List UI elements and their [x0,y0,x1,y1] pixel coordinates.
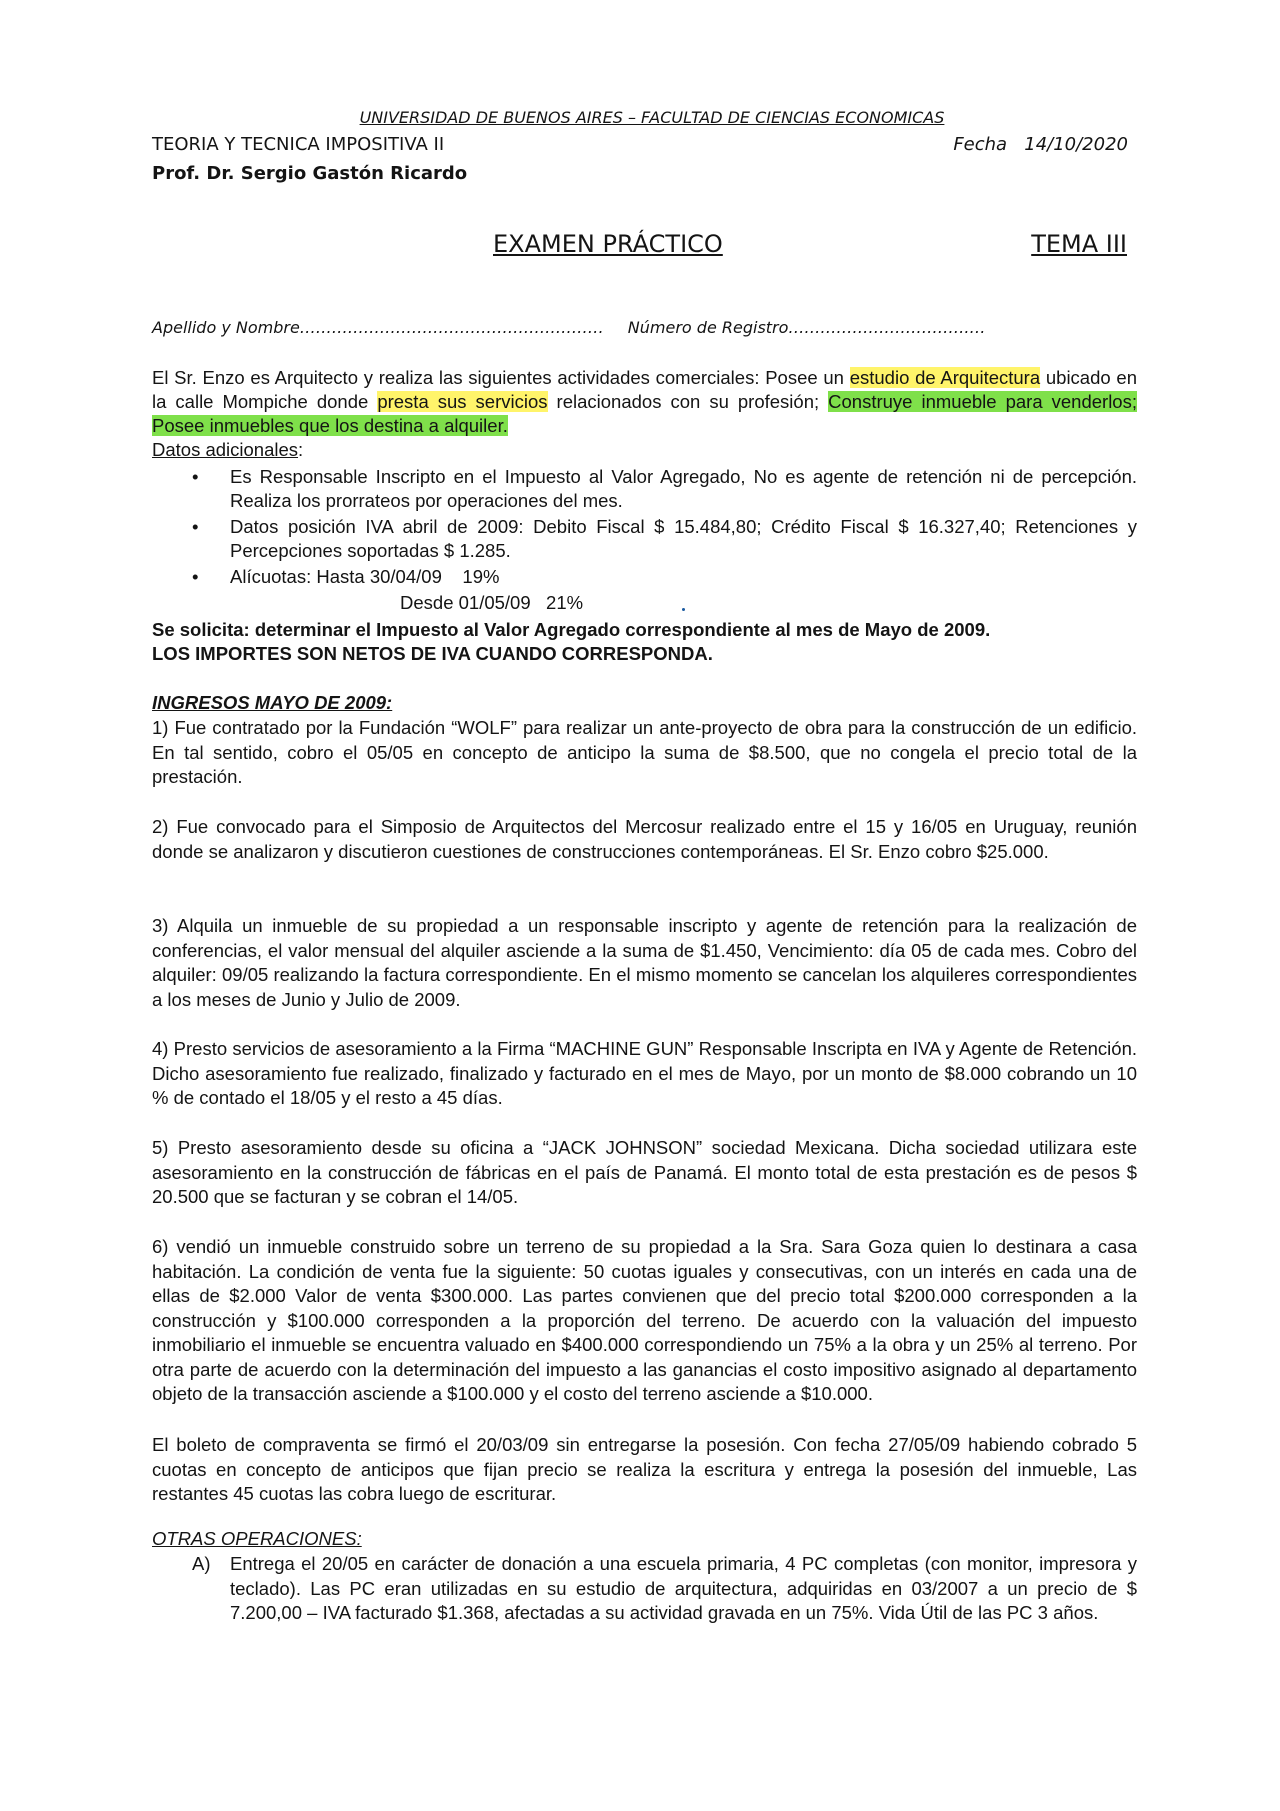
highlight-construye: Construye inmueble para venderlos; Posee inmuebles que los destina a alquiler. [152,391,1137,436]
ingreso-paragraph-1: 1) Fue contratado por la Fundación “WOLF” para realizar un ante-proyecto de obra para la construcción de un edificio. En tal sentido, cobro el 05/05 en concepto de anticipo la suma de $8.500, que no congela el precio total de la prestación. [152,717,1137,787]
intro-text-2: ubicado en la calle Mompiche donde [152,367,1137,412]
datos-colon: : [298,439,304,460]
university-header: UNIVERSIDAD DE BUENOS AIRES – FACULTAD DE CIENCIAS ECONOMICAS [359,108,945,127]
tema-label: TEMA III [1031,230,1127,258]
ingreso-paragraph-4: 4) Presto servicios de asesoramiento a la Firma “MACHINE GUN” Responsable Inscripta en IVA y Agente de Retención. Dicho asesoramiento fue realizado, finalizado y facturado en el mes de Mayo, por un monto de $8.000 cobrando un 10 % de contado el 18/05 y el resto a 45 días. [152,1038,1137,1108]
bullet-list [152,465,1137,615]
bullet-dot-icon: • [192,516,199,537]
intro-text-1: El Sr. Enzo es Arquitecto y realiza las siguientes actividades comerciales: Posee un [152,367,850,388]
ingresos-heading: INGRESOS MAYO DE 2009: [152,692,393,713]
otras-item-a [152,1552,1137,1626]
highlight-estudio: estudio de Arquitectura [849,367,1041,388]
bullet-item [152,515,1137,563]
bullet-dot-icon: • [192,466,199,487]
intro-paragraph [152,366,1137,462]
solicita-block [152,618,1142,666]
highlight-servicios: presta sus servicios [377,391,548,412]
otras-heading: OTRAS OPERACIONES: [152,1528,362,1549]
alicuota-line-2: Desde 01/05/09 21% [400,592,584,613]
ingreso-paragraph-3: 3) Alquila un inmueble de su propiedad a un responsable inscripto y agente de retención para la realización de conferencias, el valor mensual del alquiler asciende a la suma de $1.450, Vencimiento: día 05 de cada mes. Cobro del alquiler: 09/05 realizando la factura correspondiente. En el mismo momento se cancelan los alquileres correspondientes a los meses de Junio y Julio de 2009. [152,915,1137,1010]
bullet-text: Alícuotas: Hasta 30/04/09 19% [230,566,500,587]
datos-adicionales-label: Datos adicionales [152,439,299,460]
bullet-text: Es Responsable Inscripto en el Impuesto al Valor Agregado, No es agente de retención ni de percepción. Realiza los prorrateos por operaciones del mes. [230,466,1137,511]
item-text: Entrega el 20/05 en carácter de donación a una escuela primaria, 4 PC completas (con monitor, impresora y teclado). Las PC eran utilizadas en su estudio de arquitectura, adquiridas en 03/2007 a un precio de $ 7.200,00 – IVA facturado $1.368, afectadas a su actividad gravada en un 75%. Vida Útil de las PC 3 años. [230,1553,1137,1623]
bullet-item [152,465,1137,513]
solicita-line-1: Se solicita: determinar el Impuesto al Valor Agregado correspondiente al mes de Mayo de 2009. [152,619,991,640]
ingreso-paragraph-6b: El boleto de compraventa se firmó el 20/03/09 sin entregarse la posesión. Con fecha 27/05/09 habiendo cobrado 5 cuotas en concepto de anticipos que fijan precio se realiza la escritura y entrega la posesión del inmueble, Las restantes 45 cuotas las cobra luego de escriturar. [152,1434,1137,1504]
professor-name: Prof. Dr. Sergio Gastón Ricardo [152,163,468,184]
ingreso-paragraph-2: 2) Fue convocado para el Simposio de Arquitectos del Mercosur realizado entre el 15 y 16/05 en Uruguay, reunión donde se analizaron y discutieron cuestiones de construcciones contemporáneas. El Sr. Enzo cobro $25.000. [152,816,1137,862]
name-field[interactable]: Apellido y Nombre………………………………………………… [152,318,604,337]
ingreso-paragraph-6: 6) vendió un inmueble construido sobre un terreno de su propiedad a la Sra. Sara Goza quien lo destinara a casa habitación. La condición de venta fue la siguiente: 50 cuotas iguales y consecutivas, con un interés en cada una de ellas de $2.000 Valor de venta $300.000. Las partes convienen que del precio total $200.000 corresponden a la construcción y $100.000 corresponden a la proporción del terreno. De acuerdo con la valuación del impuesto inmobiliario el inmueble se encuentra valuado en $400.000 correspondiendo un 75% a la obra y un 25% al terreno. Por otra parte de acuerdo con la determinación del impuesto a las ganancias el costo impositivo asignado al departamento objeto de la transacción asciende a $100.000 y el costo del terreno asciende a $10.000. [152,1236,1137,1404]
item-letter: A) [192,1553,211,1574]
bullet-text: Datos posición IVA abril de 2009: Debito Fiscal $ 15.484,80; Crédito Fiscal $ 16.327,40; Retenciones y Percepciones soportadas $ 1.285. [230,516,1137,561]
bullet-dot-icon: • [192,566,199,587]
stray-dot [682,608,685,611]
bullet-item [152,565,1137,589]
ingreso-paragraph-5: 5) Presto asesoramiento desde su oficina a “JACK JOHNSON” sociedad Mexicana. Dicha sociedad utilizara este asesoramiento en la construcción de fábricas en el país de Panamá. El monto total de esta prestación es de pesos $ 20.500 que se facturan y se cobran el 14/05. [152,1137,1137,1207]
course-name: TEORIA Y TECNICA IMPOSITIVA II [152,134,445,155]
exam-title: EXAMEN PRÁCTICO [493,230,723,258]
exam-date: Fecha 14/10/2020 [953,134,1128,155]
intro-text-3: relacionados con su profesión; [547,391,829,412]
registro-field[interactable]: Número de Registro…………………………….… [627,318,986,337]
student-form-line [152,318,986,337]
solicita-line-2: LOS IMPORTES SON NETOS DE IVA CUANDO CORRESPONDA. [152,643,713,664]
